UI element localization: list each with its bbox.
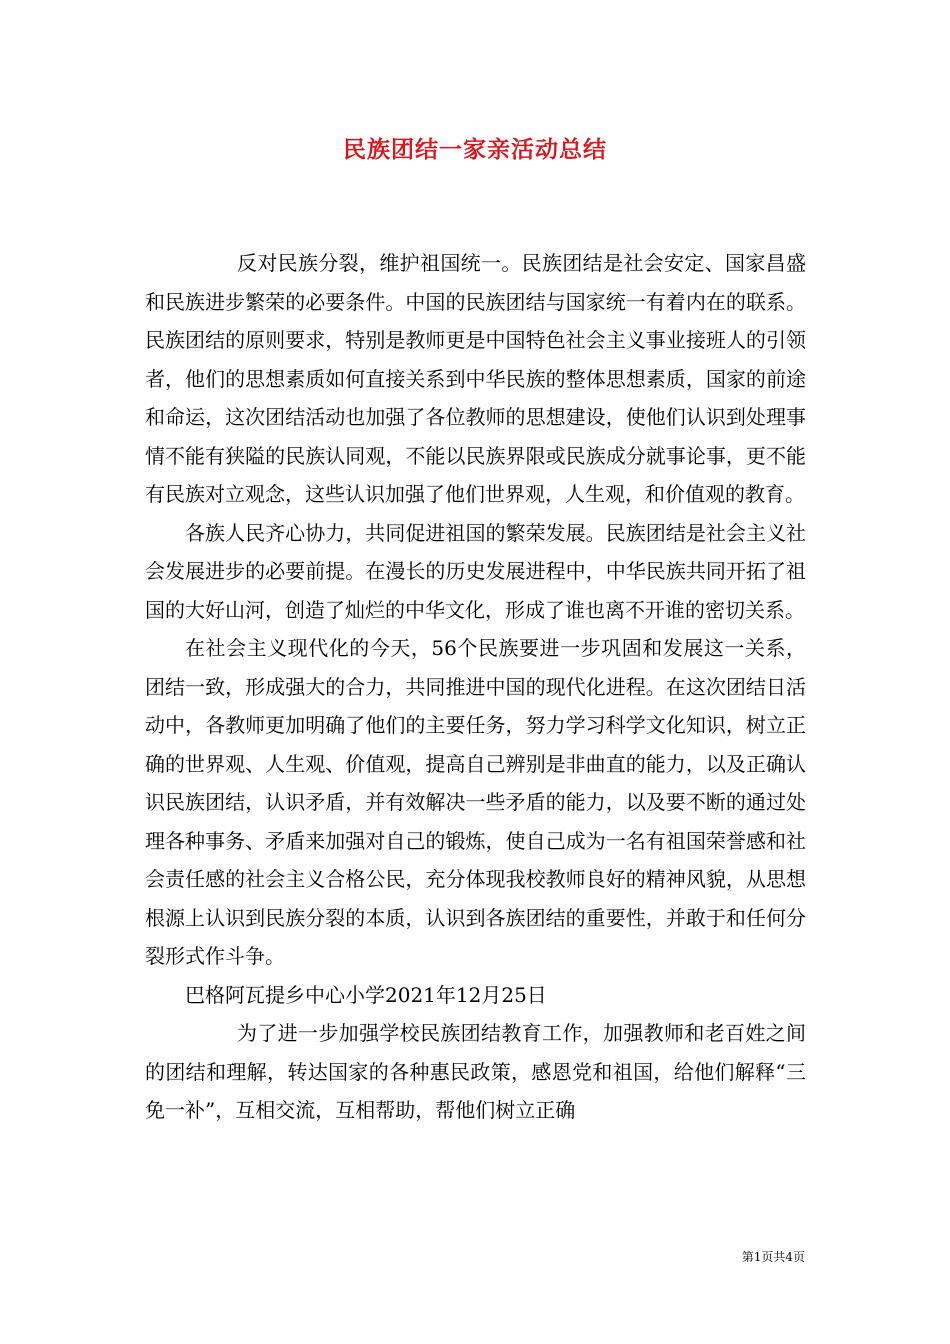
paragraph-3: 在社会主义现代化的今天，56个民族要进一步巩固和发展这一关系，团结一致，形成强大的合力，共同推进中国的现代化进程。在这次团结日活动中，各教师更加明确了他们的主要任务，努力学习科学文化知识，树立正确的世界观、人生观、价值观，提高自己辨别是非曲直的能力，以及正确认识民族团结，认识矛盾，并有效解决一些矛盾的能力，以及要不断的通过处理各种事务、矛盾来加强对自己的锻炼，使自己成为一名有祖国荣誉感和社会责任感的社会主义合格公民，充分体现我校教师良好的精神风貌，从思想根源上认识到民族分裂的本质，认识到各族团结的重要性，并敢于和任何分裂形式作斗争。 — [145, 636, 806, 968]
signature-line: 巴格阿瓦提乡中心小学2021年12月25日 — [185, 982, 547, 1007]
paragraph-1: 反对民族分裂，维护祖国统一。民族团结是社会安定、国家昌盛和民族进步繁荣的必要条件。中国的民族团结与国家统一有着内在的联系。民族团结的原则要求，特别是教师更是中国特色社会主义事业接班人的引领者，他们的思想素质如何直接关系到中华民族的整体思想素质，国家的前途和命运，这次团结活动也加强了各位教师的思想建设，使他们认识到处理事情不能有狭隘的民族认同观，不能以民族界限或民族成分就事论事，更不能有民族对立观念，这些认识加强了他们世界观，人生观，和价值观的教育。 — [145, 251, 806, 506]
document-body — [145, 244, 806, 1130]
paragraph-2: 各族人民齐心协力，共同促进祖国的繁荣发展。民族团结是社会主义社会发展进步的必要前提。在漫长的历史发展进程中，中华民族共同开拓了祖国的大好山河，创造了灿烂的中华文化，形成了谁也离不开谁的密切关系。 — [145, 520, 806, 622]
document-title: 民族团结一家亲活动总结 — [343, 136, 607, 163]
paragraph-4: 为了进一步加强学校民族团结教育工作，加强教师和老百姓之间的团结和理解，转达国家的各种惠民政策，感恩党和祖国，给他们解释“三免一补”，互相交流，互相帮助，帮他们树立正确 — [145, 1021, 806, 1122]
page-number: 第1页共4页 — [741, 1250, 805, 1264]
